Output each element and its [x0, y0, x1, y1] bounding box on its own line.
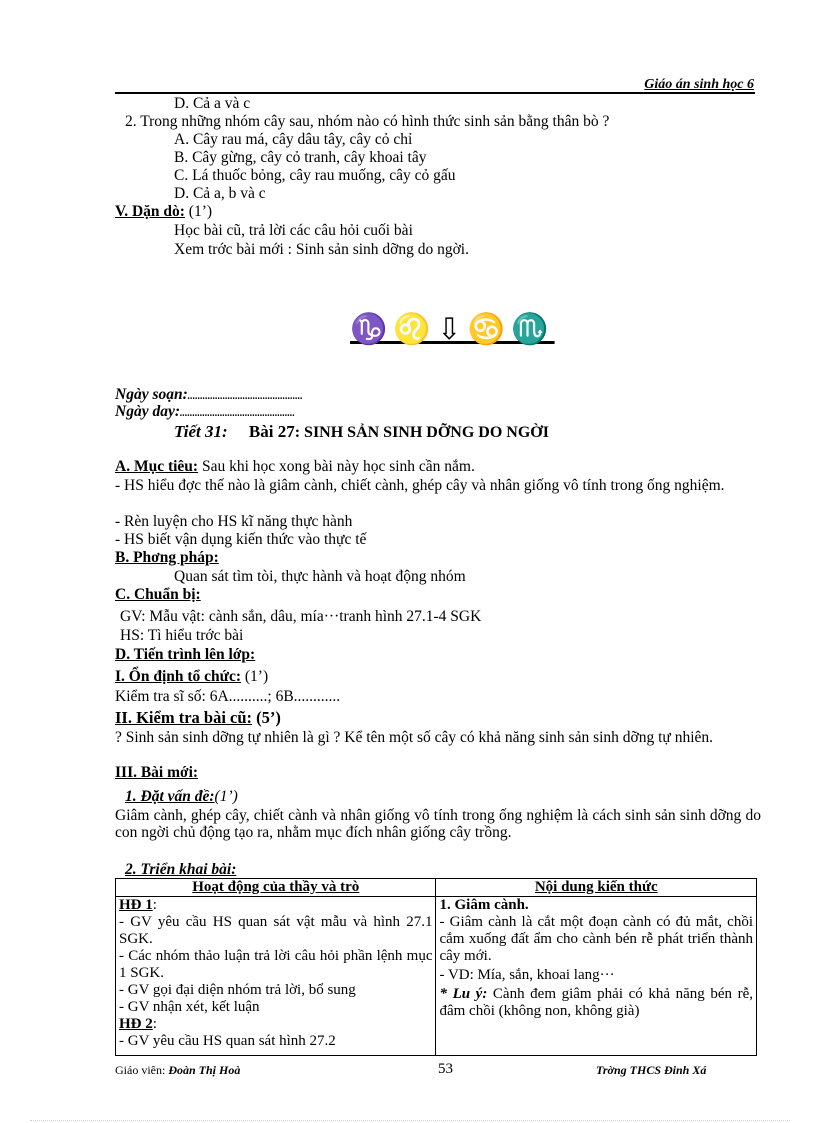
lu-y-label: * Lu ý: — [439, 986, 488, 1002]
kiem-tra-line — [115, 709, 281, 726]
ngay-day-dots: .............................................. — [180, 408, 295, 419]
lu-y-text: Cành đem giâm phải có khả năng bén rễ, đâm chồi (không non, không già) — [439, 986, 753, 1019]
phuong-phap-text: Quan sát tìm tòi, thực hành và hoạt động nhóm — [174, 568, 466, 585]
table-row — [116, 897, 757, 1056]
dat-van-de-text: Giâm cành, ghép cây, chiết cành và nhân giống vô tính trong ống nghiệm là cách sinh sản sinh dỡng do con ngời chủ động tạo ra, nhằm mục đích nhân giống cây trồng. — [115, 807, 761, 841]
lesson-heading — [174, 423, 549, 441]
lesson-table — [115, 878, 757, 1056]
muc-tieu-line — [115, 458, 475, 475]
footer-school: Trờng THCS Đinh Xá — [596, 1063, 707, 1077]
muc-tieu-p1: - HS hiểu đợc thế nào là giâm cành, chiết cành, ghép cây và nhân giống vô tính trong ống nghiệm. — [115, 477, 725, 494]
content-cell — [436, 897, 757, 1056]
ngay-day — [115, 403, 295, 422]
muc-tieu-intro: Sau khi học xong bài này học sinh cần nắm. — [198, 458, 475, 475]
question-2-option-d: D. Cả a, b và c — [174, 185, 266, 202]
ngay-soan-dots: .............................................. — [187, 391, 303, 402]
activity-line-3: - GV gọi đại diện nhóm trả lời, bổ sung — [119, 982, 356, 998]
tien-trinh-heading: D. Tiến trình lên lớp: — [115, 646, 256, 663]
chuan-bi-heading: C. Chuẩn bị: — [115, 586, 201, 603]
hd1-label: HĐ 1 — [119, 897, 153, 913]
chuan-bi-hs: HS: Tì hiểu trớc bài — [120, 627, 244, 644]
dat-van-de-line — [125, 788, 238, 805]
on-dinh-line — [115, 668, 268, 685]
on-dinh-heading: I. Ổn định tổ chức: — [115, 668, 242, 685]
phuong-phap-heading: B. Phơng pháp: — [115, 549, 219, 566]
kiem-tra-text: ? Sinh sản sinh dỡng tự nhiên là gì ? Kể tên một số cây có khả năng sinh sản sinh dỡng tự nhiên. — [115, 729, 713, 746]
activity-line-5: - GV yêu cầu HS quan sát hình 27.2 — [119, 1033, 336, 1049]
dan-do-line-2: Xem trớc bài mới : Sinh sản sinh dỡng do ngời. — [174, 241, 469, 258]
footer-teacher-name: Đoàn Thị Hoà — [168, 1063, 241, 1077]
activity-line-2: - Các nhóm thảo luận trả lời câu hỏi phần lệnh mục 1 SGK. — [119, 948, 433, 981]
dat-van-de-heading: 1. Đặt vấn đề: — [125, 788, 215, 805]
footer-teacher-label: Giáo viên: — [115, 1063, 166, 1077]
dat-van-de-time: (1’) — [214, 788, 238, 805]
footer-teacher — [115, 1062, 240, 1079]
content-line-2: - VD: Mía, sắn, khoai lang··· — [439, 967, 615, 983]
page-number: 53 — [438, 1061, 453, 1077]
hd1-line — [119, 897, 432, 914]
col-header-content: Nội dung kiến thức — [436, 879, 757, 897]
muc-tieu-p2: - Rèn luyện cho HS kĩ năng thực hành — [115, 513, 353, 530]
dan-do-time: (1’) — [184, 203, 213, 220]
tiet-label: Tiết 31: — [174, 422, 228, 441]
table-header-row — [116, 879, 757, 897]
trien-khai-heading: 2. Triển khai bài: — [125, 861, 237, 878]
page-bottom-rule — [30, 1120, 790, 1121]
hd2-line — [119, 1016, 432, 1033]
header-rule — [115, 92, 755, 94]
question-2-option-b: B. Cây gừng, cây cỏ tranh, cây khoai tây — [174, 149, 427, 166]
hd1-colon: : — [152, 897, 157, 913]
question-2: 2. Trong những nhóm cây sau, nhóm nào có hình thức sinh sản bằng thân bò ? — [125, 113, 610, 130]
prev-option-d: D. Cả a và c — [174, 95, 251, 112]
content-line-1: - Giâm cành là cắt một đoạn cành có đủ mắt, chồi cắm xuống đất ẩm cho cành bén rễ phát triển thành cây mới. — [439, 914, 753, 964]
dan-do-line-1: Học bài cũ, trả lời các câu hỏi cuối bài — [174, 222, 413, 239]
on-dinh-text: Kiểm tra sĩ số: 6A..........; 6B............ — [115, 688, 341, 705]
question-2-option-a: A. Cây rau má, cây dâu tây, cây cỏ chỉ — [174, 131, 413, 148]
content-line-3 — [439, 986, 753, 1020]
bai-moi-heading: III. Bài mới: — [115, 764, 199, 781]
col-header-activities: Hoạt động của thầy và trò — [116, 879, 436, 897]
header-title: Giáo án sinh học 6 — [644, 77, 754, 92]
lesson-title: : SINH SẢN SINH DỠNG DO NGỜI — [294, 424, 549, 441]
ngay-soan-label: Ngày soạn: — [115, 386, 188, 403]
hd2-colon: : — [152, 1016, 157, 1032]
separator-symbols: ♑♌⇩♋♏ — [350, 313, 555, 346]
muc-tieu-p3: - HS biết vận dụng kiến thức vào thực tế — [115, 531, 367, 548]
dan-do-line — [115, 203, 212, 220]
dan-do-heading: V. Dặn dò: — [115, 203, 185, 220]
question-2-option-c: C. Lá thuốc bỏng, cây rau muống, cây cỏ gấu — [174, 167, 456, 184]
chuan-bi-gv: GV: Mẫu vật: cành sắn, dâu, mía···tranh hình 27.1-4 SGK — [120, 608, 482, 625]
activities-cell — [116, 897, 436, 1056]
ngay-day-label: Ngày day: — [115, 403, 180, 420]
on-dinh-time: (1’) — [241, 668, 269, 685]
content-heading: 1. Giâm cành. — [439, 897, 529, 913]
bai-label: Bài 27 — [248, 422, 295, 441]
hd2-label: HĐ 2 — [119, 1016, 153, 1032]
kiem-tra-time: (5’) — [252, 708, 281, 727]
kiem-tra-heading: II. Kiểm tra bài cũ: — [115, 708, 253, 727]
activity-line-1: - GV yêu cầu HS quan sát vật mẫu và hình 27.1 SGK. — [119, 914, 433, 947]
activity-line-4: - GV nhận xét, kết luận — [119, 999, 260, 1015]
muc-tieu-heading: A. Mục tiêu: — [115, 458, 199, 475]
